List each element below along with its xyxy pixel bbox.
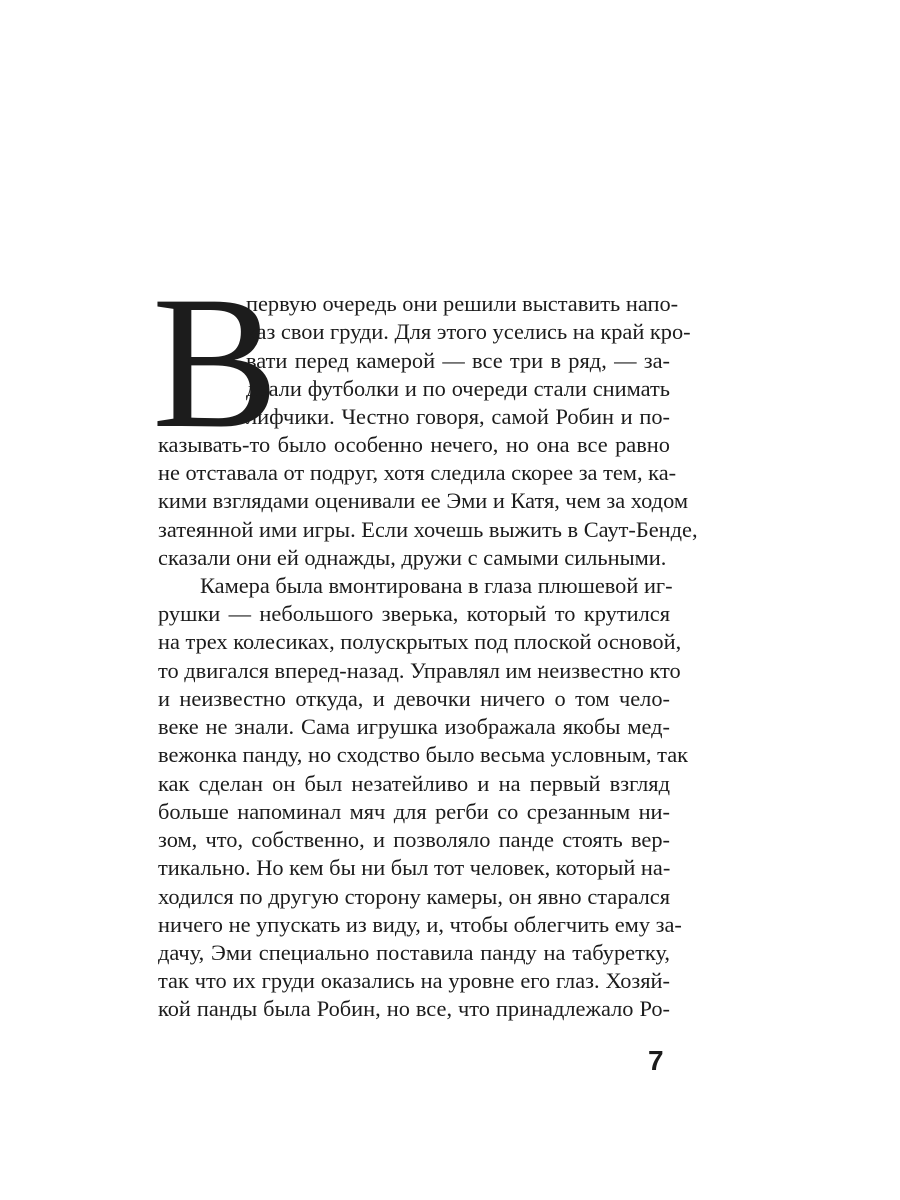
text-line: так что их груди оказались на уровне его глаз. Хозяй- (158, 968, 670, 993)
text-line: и неизвестно откуда, и девочки ничего о том чело- (158, 686, 670, 711)
text-line: казывать-то было особенно нечего, но она все равно (158, 432, 670, 457)
text-line: драли футболки и по очереди стали снимать (246, 376, 670, 401)
text-line: как сделан он был незатейливо и на первый взгляд (158, 771, 670, 796)
text-line: кой панды была Робин, но все, что принадлежало Ро- (158, 996, 670, 1021)
drop-cap-letter: В (152, 258, 279, 468)
text-line: ничего не упускать из виду, и, чтобы облегчить ему за- (158, 912, 682, 937)
text-line: ходился по другую сторону камеры, он явно старался (158, 884, 670, 909)
text-line: тикально. Но кем бы ни был тот человек, который на- (158, 855, 671, 880)
text-line: не отставала от подруг, хотя следила скорее за тем, ка- (158, 460, 677, 485)
text-line: то двигался вперед-назад. Управлял им неизвестно кто (158, 658, 681, 683)
text-line: вежонка панду, но сходство было весьма условным, так (158, 742, 689, 767)
text-line: зом, что, собственно, и позволяло панде стоять вер- (158, 827, 670, 852)
text-line: первую очередь они решили выставить напо- (246, 291, 679, 316)
text-line: каз свои груди. Для этого уселись на край кро- (246, 319, 691, 344)
text-line: затеянной ими игры. Если хочешь выжить в Саут-Бенде, (158, 517, 698, 542)
text-line: кими взглядами оценивали ее Эми и Катя, чем за ходом (158, 488, 689, 513)
text-line: сказали они ей однажды, дружи с самыми сильными. (158, 545, 667, 570)
text-line: вати перед камерой — все три в ряд, — за- (246, 348, 670, 373)
text-line: рушки — небольшого зверька, который то крутился (158, 601, 670, 626)
text-line: лифчики. Честно говоря, самой Робин и по- (246, 404, 670, 429)
text-line: веке не знали. Сама игрушка изображала якобы мед- (158, 714, 670, 739)
text-line: дачу, Эми специально поставила панду на табуретку, (158, 940, 670, 965)
text-line: Камера была вмонтирована в глаза плюшевой иг- (200, 573, 673, 598)
text-line: на трех колесиках, полускрытых под плоской основой, (158, 629, 682, 654)
text-line: больше напоминал мяч для регби со срезанным ни- (158, 799, 670, 824)
page-number: 7 (648, 1045, 664, 1076)
